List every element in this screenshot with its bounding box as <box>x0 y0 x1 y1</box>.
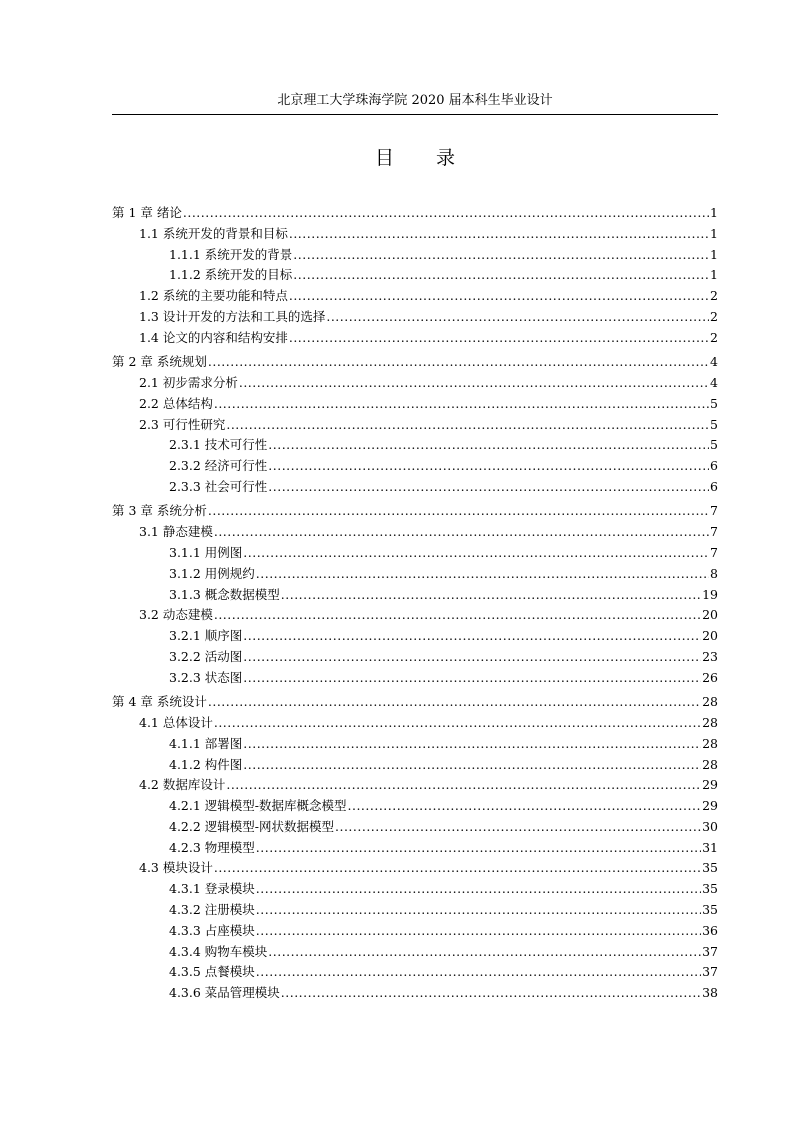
toc-leader-dots <box>243 734 701 755</box>
toc-entry-label: 3.1 静态建模 <box>139 524 213 540</box>
toc-entry-label: 第 3 章 系统分析 <box>112 503 207 519</box>
toc-entry-label: 4.2 数据库设计 <box>139 777 226 793</box>
toc-entry[interactable] <box>112 962 718 983</box>
toc-entry-label: 3.2.2 活动图 <box>169 648 243 664</box>
toc-entry-label: 3.2.1 顺序图 <box>169 628 243 644</box>
toc-entry[interactable] <box>112 668 718 689</box>
toc-entry-page-number: 20 <box>702 607 718 623</box>
toc-entry-label: 4.3.4 购物车模块 <box>169 943 268 959</box>
toc-leader-dots <box>256 564 709 585</box>
toc-entry-label: 1.1.1 系统开发的背景 <box>169 246 293 262</box>
toc-entry[interactable] <box>112 921 718 942</box>
toc-leader-dots <box>243 626 701 647</box>
toc-leader-dots <box>214 605 701 626</box>
toc-entry-label: 1.1 系统开发的背景和目标 <box>139 225 288 241</box>
toc-entry-page-number: 1 <box>710 267 718 283</box>
toc-entry[interactable] <box>112 265 718 286</box>
toc-entry-label: 1.2 系统的主要功能和特点 <box>139 288 288 304</box>
running-header: 北京理工大学珠海学院 2020 届本科生毕业设计 <box>277 93 553 108</box>
toc-entry-label: 4.1 总体设计 <box>139 714 213 730</box>
toc-entry[interactable] <box>112 522 718 543</box>
toc-leader-dots <box>183 203 709 224</box>
toc-entry[interactable] <box>112 775 718 796</box>
toc-entry[interactable] <box>112 373 718 394</box>
toc-entry-page-number: 37 <box>702 964 718 980</box>
toc-leader-dots <box>281 983 701 1004</box>
toc-entry-label: 4.1.1 部署图 <box>169 735 243 751</box>
toc-entry[interactable] <box>112 564 718 585</box>
toc-leader-dots <box>208 352 709 373</box>
toc-entry-label: 4.3.5 点餐模块 <box>169 964 255 980</box>
toc-entry-page-number: 29 <box>702 777 718 793</box>
toc-entry[interactable] <box>112 394 718 415</box>
toc-leader-dots <box>289 328 709 349</box>
toc-entry-page-number: 5 <box>710 395 718 411</box>
toc-entry[interactable] <box>112 983 718 1004</box>
toc-entry[interactable] <box>112 734 718 755</box>
toc-leader-dots <box>289 286 709 307</box>
toc-entry-label: 1.3 设计开发的方法和工具的选择 <box>139 308 326 324</box>
toc-entry[interactable] <box>112 352 718 373</box>
toc-entry-label: 4.1.2 构件图 <box>169 756 243 772</box>
toc-entry[interactable] <box>112 543 718 564</box>
toc-entry[interactable] <box>112 456 718 477</box>
toc-entry-page-number: 7 <box>710 544 718 560</box>
toc-entry[interactable] <box>112 900 718 921</box>
toc-entry-label: 3.1.1 用例图 <box>169 544 243 560</box>
toc-entry-page-number: 19 <box>702 586 718 602</box>
toc-entry-label: 第 1 章 绪论 <box>112 205 182 220</box>
toc-entry-label: 2.2 总体结构 <box>139 395 213 411</box>
toc-leader-dots <box>208 692 701 713</box>
toc-entry[interactable] <box>112 435 718 456</box>
toc-entry[interactable] <box>112 858 718 879</box>
toc-entry[interactable] <box>112 879 718 900</box>
toc-leader-dots <box>226 415 709 436</box>
toc-entry-page-number: 28 <box>702 735 718 751</box>
toc-leader-dots <box>268 477 709 498</box>
toc-entry-page-number: 1 <box>710 205 718 220</box>
toc-leader-dots <box>256 900 701 921</box>
toc-entry-page-number: 2 <box>710 308 718 324</box>
toc-leader-dots <box>256 962 701 983</box>
toc-leader-dots <box>268 456 709 477</box>
toc-entry-label: 4.3.6 菜品管理模块 <box>169 985 280 1001</box>
toc-leader-dots <box>243 647 701 668</box>
toc-entry-page-number: 37 <box>702 943 718 959</box>
toc-entry-label: 1.1.2 系统开发的目标 <box>169 267 293 283</box>
toc-entry[interactable] <box>112 942 718 963</box>
toc-entry[interactable] <box>112 203 718 224</box>
toc-entry[interactable] <box>112 796 718 817</box>
toc-entry-page-number: 8 <box>710 565 718 581</box>
toc-entry-label: 第 4 章 系统设计 <box>112 694 207 710</box>
toc-entry[interactable] <box>112 605 718 626</box>
toc-entry-page-number: 5 <box>710 416 718 432</box>
toc-entry-page-number: 1 <box>710 225 718 241</box>
toc-entry-page-number: 1 <box>710 246 718 262</box>
toc-leader-dots <box>268 942 701 963</box>
toc-entry-page-number: 29 <box>702 798 718 814</box>
toc-entry-label: 2.3.2 经济可行性 <box>169 458 268 474</box>
toc-leader-dots <box>214 522 709 543</box>
toc-leader-dots <box>243 755 701 776</box>
toc-entry-page-number: 28 <box>702 714 718 730</box>
toc-leader-dots <box>256 879 701 900</box>
toc-leader-dots <box>289 224 709 245</box>
toc-entry-page-number: 35 <box>702 860 718 876</box>
toc-entry-page-number: 23 <box>702 648 718 664</box>
toc-entry-label: 2.3 可行性研究 <box>139 416 226 432</box>
toc-leader-dots <box>281 585 701 606</box>
toc-entry-page-number: 7 <box>710 524 718 540</box>
toc-entry-page-number: 31 <box>702 839 718 855</box>
toc-entry-label: 3.2.3 状态图 <box>169 669 243 685</box>
toc-leader-dots <box>268 435 709 456</box>
toc-entry-page-number: 4 <box>710 354 718 370</box>
table-of-contents <box>112 203 718 1004</box>
toc-entry[interactable] <box>112 647 718 668</box>
toc-entry-label: 3.1.3 概念数据模型 <box>169 586 280 602</box>
toc-entry[interactable] <box>112 307 718 328</box>
toc-entry-page-number: 2 <box>710 288 718 304</box>
toc-leader-dots <box>348 796 702 817</box>
toc-entry-page-number: 35 <box>702 902 718 918</box>
toc-leader-dots <box>256 921 701 942</box>
toc-entry[interactable] <box>112 626 718 647</box>
toc-leader-dots <box>256 838 701 859</box>
toc-entry[interactable] <box>112 501 718 522</box>
toc-entry-page-number: 26 <box>702 669 718 685</box>
toc-leader-dots <box>326 307 709 328</box>
toc-entry-label: 3.2 动态建模 <box>139 607 213 623</box>
toc-entry-label: 4.3 模块设计 <box>139 860 213 876</box>
toc-entry-label: 2.1 初步需求分析 <box>139 374 238 390</box>
toc-entry[interactable] <box>112 713 718 734</box>
toc-entry[interactable] <box>112 477 718 498</box>
toc-entry-page-number: 6 <box>710 458 718 474</box>
toc-leader-dots <box>214 394 709 415</box>
toc-entry[interactable] <box>112 585 718 606</box>
toc-entry[interactable] <box>112 755 718 776</box>
toc-entry-page-number: 2 <box>710 329 718 345</box>
toc-entry-label: 2.3.3 社会可行性 <box>169 478 268 494</box>
toc-leader-dots <box>239 373 709 394</box>
toc-entry-label: 4.3.2 注册模块 <box>169 902 255 918</box>
toc-entry-page-number: 28 <box>702 756 718 772</box>
toc-entry[interactable] <box>112 838 718 859</box>
toc-entry-label: 4.3.1 登录模块 <box>169 881 255 897</box>
header-rule <box>112 114 718 115</box>
toc-entry-label: 2.3.1 技术可行性 <box>169 437 268 453</box>
toc-leader-dots <box>335 817 701 838</box>
toc-entry[interactable] <box>112 692 718 713</box>
toc-entry-label: 4.2.1 逻辑模型-数据库概念模型 <box>169 798 347 814</box>
toc-entry-label: 第 2 章 系统规划 <box>112 354 207 370</box>
toc-leader-dots <box>243 668 701 689</box>
toc-leader-dots <box>214 713 701 734</box>
toc-entry-label: 4.2.2 逻辑模型-网状数据模型 <box>169 818 335 834</box>
toc-entry[interactable] <box>112 415 718 436</box>
toc-entry-label: 1.4 论文的内容和结构安排 <box>139 329 288 345</box>
toc-entry-page-number: 35 <box>702 881 718 897</box>
toc-entry-label: 4.3.3 占座模块 <box>169 922 255 938</box>
toc-entry-page-number: 6 <box>710 478 718 494</box>
toc-leader-dots <box>293 265 709 286</box>
toc-entry[interactable] <box>112 286 718 307</box>
toc-entry-label: 4.2.3 物理模型 <box>169 839 255 855</box>
toc-entry-page-number: 20 <box>702 628 718 644</box>
toc-entry-page-number: 30 <box>702 818 718 834</box>
toc-title: 目 录 <box>374 147 474 169</box>
toc-entry-page-number: 7 <box>710 503 718 519</box>
toc-leader-dots <box>293 245 709 266</box>
toc-entry-page-number: 5 <box>710 437 718 453</box>
toc-entry[interactable] <box>112 817 718 838</box>
toc-entry-page-number: 36 <box>702 922 718 938</box>
toc-leader-dots <box>214 858 701 879</box>
toc-leader-dots <box>226 775 701 796</box>
toc-entry[interactable] <box>112 245 718 266</box>
toc-entry[interactable] <box>112 224 718 245</box>
toc-entry-label: 3.1.2 用例规约 <box>169 565 255 581</box>
toc-leader-dots <box>208 501 709 522</box>
toc-entry-page-number: 4 <box>710 374 718 390</box>
toc-entry-page-number: 28 <box>702 694 718 710</box>
toc-entry-page-number: 38 <box>702 985 718 1001</box>
toc-entry[interactable] <box>112 328 718 349</box>
toc-leader-dots <box>243 543 709 564</box>
